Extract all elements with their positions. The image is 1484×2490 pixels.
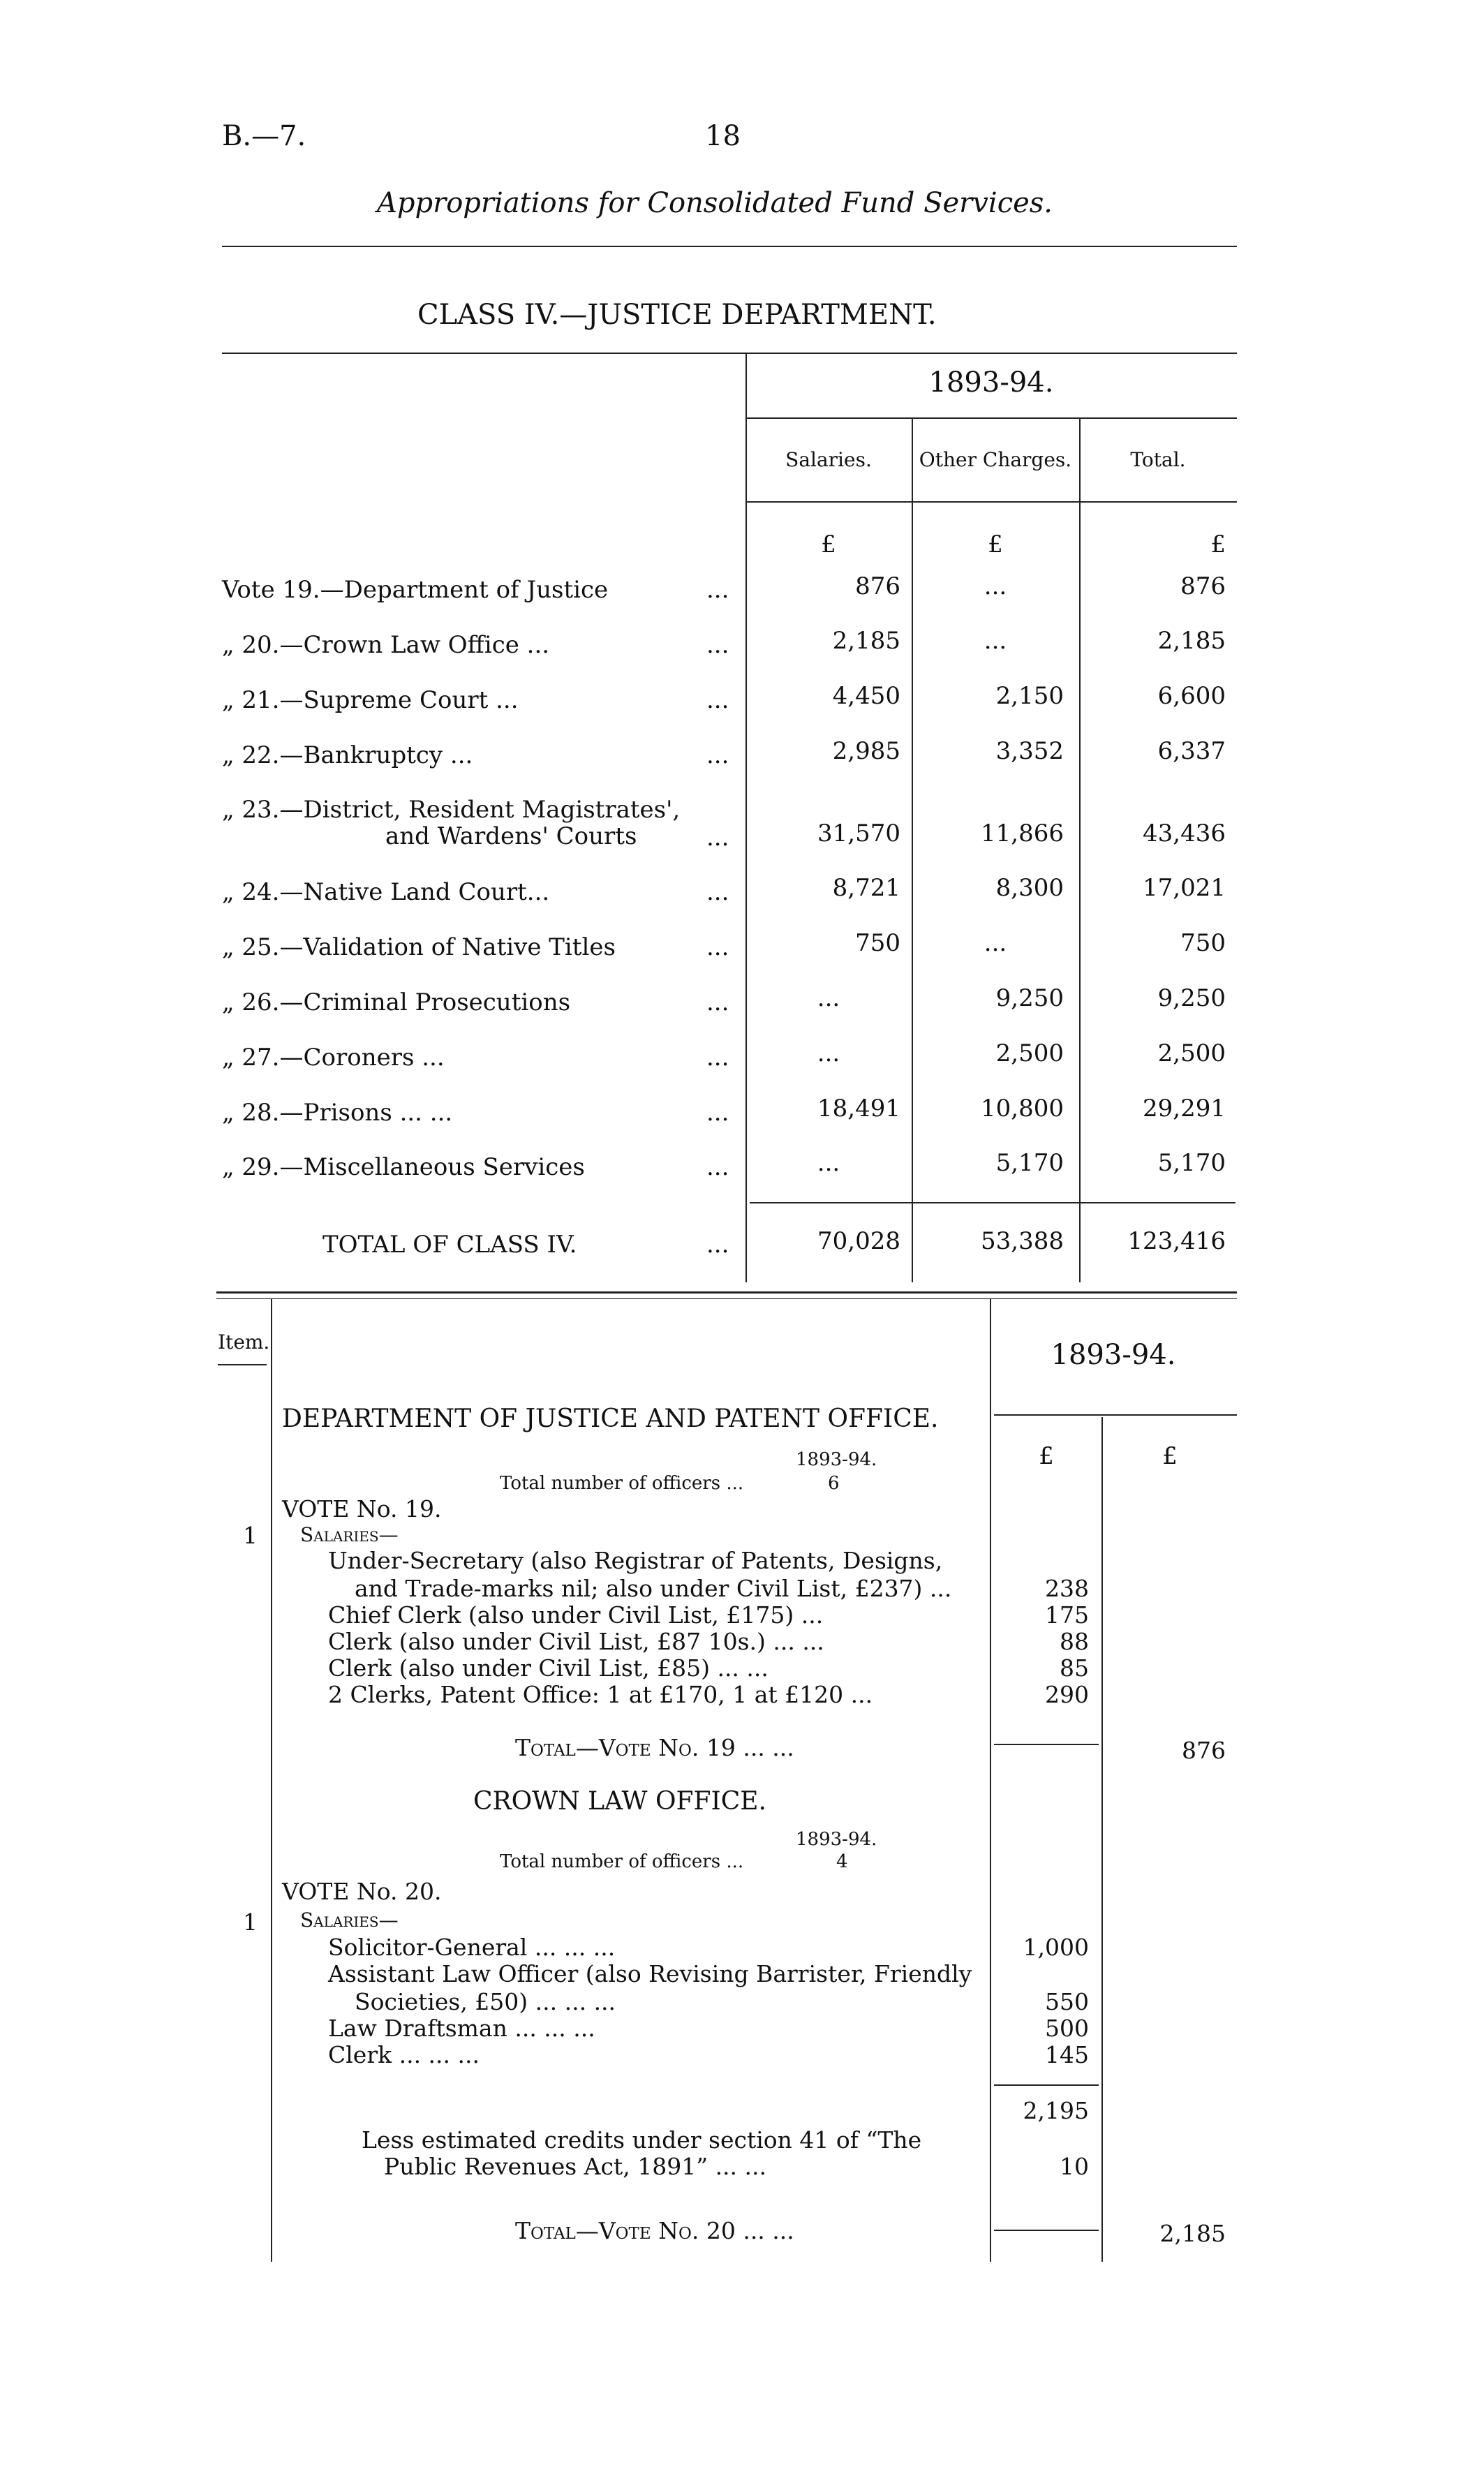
detail-line-amount: 290 — [1045, 1681, 1089, 1708]
summary-total-salaries: 70,028 — [817, 1227, 900, 1255]
summary-row-other: ... — [984, 627, 1007, 655]
summary-row-total: 43,436 — [1143, 820, 1226, 847]
detail-line: Societies, £50) ... ... ... — [355, 1988, 616, 2015]
summary-row-label: Vote 19.—Department of Justice — [222, 576, 609, 604]
summary-row-total: 5,170 — [1157, 1149, 1226, 1177]
summary-row-other: ... — [984, 572, 1007, 600]
vote-heading: VOTE No. 20. — [282, 1878, 442, 1905]
vote19-total-rule — [994, 1744, 1099, 1745]
summary-row-total: 2,185 — [1157, 627, 1226, 655]
col-header-other-charges: Other Charges. — [919, 448, 1072, 471]
summary-row-salaries: ... — [817, 1149, 840, 1177]
officers-year: 1893-94. — [796, 1449, 877, 1470]
summary-row-salaries: ... — [817, 984, 840, 1012]
officers-count: 6 — [828, 1473, 840, 1494]
salaries-heading: Salaries— — [300, 1523, 399, 1546]
officers-label: Total number of officers ... — [500, 1473, 744, 1494]
summary-total-dots: ... — [706, 1231, 729, 1259]
vote-total-amount: 876 — [1182, 1737, 1226, 1764]
detail-currency-2: £ — [1162, 1442, 1178, 1470]
summary-total-other: 53,388 — [981, 1227, 1064, 1255]
summary-total-label: TOTAL OF CLASS IV. — [322, 1231, 577, 1259]
vote20-total-rule — [994, 2230, 1099, 2231]
detail-line: Clerk (also under Civil List, £85) ... ... — [328, 1654, 769, 1682]
summary-row-total: 6,600 — [1157, 682, 1226, 710]
currency-total: £ — [1210, 531, 1226, 558]
summary-year-rule — [745, 417, 1237, 419]
item-header: Item. — [218, 1331, 270, 1354]
officers-count: 4 — [836, 1851, 848, 1872]
class-title: CLASS IV.—JUSTICE DEPARTMENT. — [417, 299, 937, 331]
vote-total-label: Total—Vote No. 19 ... ... — [515, 1734, 794, 1761]
item-number: 1 — [243, 1909, 258, 1936]
section-title: CROWN LAW OFFICE. — [473, 1787, 766, 1816]
detail-divider-amount — [1101, 1417, 1103, 2262]
page-subtitle: Appropriations for Consolidated Fund Services. — [377, 187, 1053, 219]
summary-row-label: „ 26.—Criminal Prosecutions — [222, 988, 571, 1016]
detail-year: 1893-94. — [1051, 1339, 1176, 1371]
summary-row-label: „ 27.—Coroners ... — [222, 1044, 445, 1072]
detail-line: and Trade-marks nil; also under Civil List, £237) ... — [355, 1575, 952, 1602]
detail-line-amount: 1,000 — [1023, 1934, 1089, 1961]
summary-row-salaries: 31,570 — [817, 820, 900, 847]
salaries-heading: Salaries— — [300, 1909, 399, 1932]
summary-row-dots: ... — [706, 1153, 729, 1181]
summary-row-dots: ... — [706, 631, 729, 659]
col-header-rule — [745, 501, 1237, 503]
detail-line: Under-Secretary (also Registrar of Patents, Designs, — [328, 1547, 943, 1574]
summary-row-salaries: 2,985 — [832, 737, 900, 765]
detail-line-amount: 85 — [1060, 1654, 1089, 1682]
summary-row-total: 29,291 — [1143, 1095, 1226, 1122]
detail-year-rule — [994, 1414, 1237, 1416]
summary-row-salaries: 750 — [855, 929, 900, 957]
summary-row-other: 5,170 — [995, 1149, 1064, 1177]
page-number: 18 — [705, 120, 741, 152]
detail-line: Chief Clerk (also under Civil List, £175) ... — [328, 1601, 824, 1629]
summary-row-total: 2,500 — [1157, 1039, 1226, 1067]
summary-row-other: 10,800 — [981, 1095, 1064, 1122]
summary-row-other: 9,250 — [995, 984, 1064, 1012]
summary-row-dots: ... — [706, 878, 729, 906]
subtotal-rule — [994, 2084, 1099, 2086]
detail-currency-1: £ — [1039, 1442, 1054, 1470]
detail-line: Clerk ... ... ... — [328, 2041, 480, 2068]
detail-line-amount: 550 — [1045, 1988, 1089, 2015]
summary-row-other: 2,500 — [995, 1039, 1064, 1067]
summary-total-rule — [750, 1202, 1236, 1203]
summary-row-salaries: 8,721 — [832, 874, 900, 902]
summary-row-dots: ... — [706, 824, 729, 852]
section-rule — [216, 1291, 1237, 1294]
col-header-salaries: Salaries. — [785, 448, 872, 471]
summary-row-dots: ... — [706, 933, 729, 961]
col-header-total: Total. — [1130, 448, 1186, 471]
summary-row-total: 6,337 — [1157, 737, 1226, 765]
summary-row-salaries: ... — [817, 1039, 840, 1067]
credits-line: Less estimated credits under section 41 of “The — [362, 2126, 922, 2154]
credits-line-cont: Public Revenues Act, 1891” ... ... — [384, 2153, 766, 2180]
summary-row-other: 8,300 — [995, 874, 1064, 902]
officers-year: 1893-94. — [796, 1829, 877, 1850]
summary-row-other: ... — [984, 929, 1007, 957]
summary-total-total: 123,416 — [1127, 1227, 1226, 1255]
summary-row-label: „ 29.—Miscellaneous Services — [222, 1153, 585, 1181]
detail-line: Solicitor-General ... ... ... — [328, 1934, 616, 1961]
summary-row-label: „ 24.—Native Land Court... — [222, 878, 550, 906]
summary-row-label: „ 23.—District, Resident Magistrates', — [222, 796, 681, 824]
detail-line-amount: 500 — [1045, 2015, 1089, 2042]
summary-row-salaries: 18,491 — [817, 1095, 900, 1122]
detail-line: Assistant Law Officer (also Revising Barrister, Friendly — [328, 1960, 972, 1987]
section-rule-thin — [216, 1298, 1237, 1299]
summary-row-dots: ... — [706, 988, 729, 1016]
summary-divider-label — [745, 353, 747, 1282]
summary-row-salaries: 4,450 — [832, 682, 900, 710]
summary-row-other: 3,352 — [995, 737, 1064, 765]
summary-row-total: 9,250 — [1157, 984, 1226, 1012]
summary-row-total: 750 — [1180, 929, 1226, 957]
detail-line: 2 Clerks, Patent Office: 1 at £170, 1 at £120 ... — [328, 1681, 873, 1708]
credits-amount: 10 — [1060, 2153, 1089, 2180]
summary-row-salaries: 2,185 — [832, 627, 900, 655]
summary-row-dots: ... — [706, 576, 729, 604]
detail-line-amount: 145 — [1045, 2041, 1089, 2068]
section-title: DEPARTMENT OF JUSTICE AND PATENT OFFICE. — [282, 1405, 939, 1433]
currency-other: £ — [988, 531, 1003, 558]
summary-row-label-cont: and Wardens' Courts — [385, 822, 637, 850]
summary-row-dots: ... — [706, 1099, 729, 1127]
detail-divider-item — [271, 1298, 272, 2262]
item-number: 1 — [243, 1522, 258, 1549]
summary-row-label: „ 22.—Bankruptcy ... — [222, 741, 473, 769]
detail-line: Clerk (also under Civil List, £87 10s.) ... ... — [328, 1628, 824, 1655]
detail-line-amount: 88 — [1060, 1628, 1089, 1655]
vote-heading: VOTE No. 19. — [282, 1495, 442, 1522]
summary-row-salaries: 876 — [855, 572, 900, 600]
summary-row-other: 2,150 — [995, 682, 1064, 710]
officers-label: Total number of officers ... — [500, 1851, 744, 1872]
summary-row-total: 17,021 — [1143, 874, 1226, 902]
vote-total-amount: 2,185 — [1159, 2220, 1226, 2247]
summary-row-label: „ 21.—Supreme Court ... — [222, 686, 519, 714]
summary-row-label: „ 20.—Crown Law Office ... — [222, 631, 550, 659]
summary-row-other: 11,866 — [981, 820, 1064, 847]
summary-row-label: „ 25.—Validation of Native Titles — [222, 933, 616, 961]
summary-row-dots: ... — [706, 686, 729, 714]
currency-salaries: £ — [821, 531, 836, 558]
summary-row-total: 876 — [1180, 572, 1226, 600]
vote-total-label: Total—Vote No. 20 ... ... — [515, 2217, 794, 2244]
item-header-rule — [218, 1364, 267, 1365]
summary-row-label: „ 28.—Prisons ... ... — [222, 1099, 453, 1127]
detail-line-amount: 175 — [1045, 1601, 1089, 1629]
detail-line-amount: 238 — [1045, 1575, 1089, 1602]
summary-year: 1893-94. — [928, 366, 1054, 399]
header-rule — [222, 246, 1237, 247]
summary-row-dots: ... — [706, 1044, 729, 1072]
document-reference: B.—7. — [222, 120, 306, 152]
summary-row-dots: ... — [706, 741, 729, 769]
subtotal-amount: 2,195 — [1023, 2097, 1089, 2124]
summary-top-rule — [222, 353, 1237, 354]
detail-line: Law Draftsman ... ... ... — [328, 2015, 595, 2042]
